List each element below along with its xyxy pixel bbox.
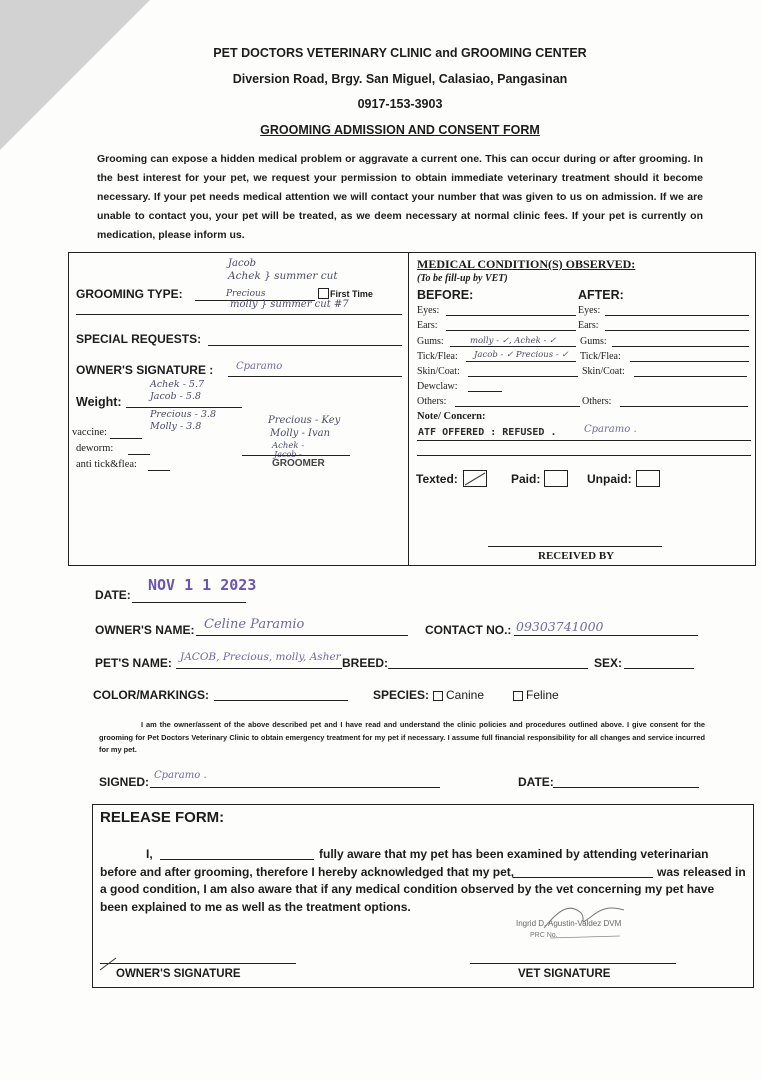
signed-hw: Cparamo . — [154, 770, 207, 781]
before-eyes-label: Eyes: — [417, 305, 440, 316]
deworm-line — [128, 454, 150, 455]
contact-hw: 09303741000 — [516, 619, 604, 634]
vaccine-label: vaccine: — [72, 427, 107, 438]
breed-line — [388, 668, 588, 669]
after-skin-line — [634, 376, 747, 377]
gums-hw: molly - ✓, Achek - ✓ — [470, 336, 557, 346]
special-requests-line — [208, 345, 402, 346]
after-others-line — [620, 406, 748, 407]
note-line-2 — [417, 455, 751, 456]
date-line — [132, 602, 246, 603]
weight-line — [126, 407, 242, 408]
before-gums-label: Gums: — [417, 336, 444, 347]
sex-line — [624, 668, 694, 669]
signed-label: SIGNED: — [99, 775, 150, 789]
feline-label: Feline — [526, 688, 559, 702]
release-text-4: a good condition, I am also aware that if any medical condition observed by the vet concerning my pet have — [100, 882, 715, 896]
after-gums-line — [612, 346, 749, 347]
after-label: AFTER: — [578, 288, 624, 302]
after-eyes-label: Eyes: — [578, 305, 601, 316]
intro-paragraph: Grooming can expose a hidden medical problem or aggravate a current one. This can occur during or after grooming. In the best interest for your pet, we request your permission to obtain immediate veterinary treatment should it become necessary. If your pet needs medical attention we will contact your number that was given to us on admission. If we are unable to contact you, your pet will be treated, as we deem necessary at normal clinic fees. If your pet is currently on medication, please inform us. — [97, 153, 703, 241]
after-gums-label: Gums: — [580, 336, 607, 347]
release-text-3: was released in — [657, 865, 746, 879]
vet-stamp-prc: PRC No. — [530, 932, 558, 939]
species-label: SPECIES: — [373, 688, 430, 702]
release-text-i: I, — [146, 847, 153, 861]
paid-label: Paid: — [511, 472, 541, 486]
grooming-hw-4: molly } summer cut #7 — [230, 299, 349, 310]
species-feline[interactable] — [510, 688, 559, 702]
release-text-2: before and after grooming, therefore I hereby acknowledged that my pet, — [100, 865, 515, 879]
date-stamp: NOV 1 1 2023 — [148, 576, 257, 594]
sex-label: SEX: — [594, 656, 623, 670]
texted-checkbox[interactable] — [463, 470, 487, 487]
groomer-line — [242, 455, 350, 456]
vet-sig-line — [470, 963, 676, 964]
color-markings-label: COLOR/MARKINGS: — [93, 688, 209, 702]
canine-label: Canine — [446, 688, 485, 702]
grooming-hw-2: Achek } summer cut — [228, 270, 338, 282]
antitick-label: anti tick&flea: — [76, 459, 137, 470]
groomer-hw-1: Precious - Key — [268, 415, 341, 426]
medical-subtitle: (To be fill-up by VET) — [417, 273, 508, 284]
paid-checkbox[interactable] — [544, 470, 568, 487]
clinic-phone: 0917-153-3903 — [357, 97, 443, 111]
deworm-label: deworm: — [76, 443, 114, 454]
pet-name-line — [176, 668, 342, 669]
note-label: Note/ Concern: — [417, 411, 486, 422]
owner-name-label: OWNER'S NAME: — [95, 623, 195, 637]
vet-signature-scribble — [540, 898, 630, 944]
breed-label: BREED: — [342, 656, 389, 670]
dewclaw-line — [468, 391, 502, 392]
weight-hw-1: Achek - 5.7 — [150, 379, 205, 390]
species-canine[interactable] — [430, 688, 484, 702]
pet-name-label: PET'S NAME: — [95, 656, 172, 670]
note-stamp: ATF OFFERED : REFUSED . — [418, 427, 557, 438]
after-ears-line — [605, 330, 749, 331]
owner-signature-hw: Cparamo — [236, 361, 283, 372]
texted-label: Texted: — [416, 472, 458, 486]
first-time-label: First Time — [330, 289, 373, 299]
note-line-1 — [417, 440, 751, 441]
release-title: RELEASE FORM: — [100, 809, 225, 826]
groomer-hw-4: Jacob - — [274, 450, 302, 459]
unpaid-label: Unpaid: — [587, 472, 632, 486]
grooming-hw-3: Precious — [226, 289, 266, 299]
before-others-label: Others: — [417, 396, 447, 407]
after-eyes-line — [605, 315, 749, 316]
after-tick-label: Tick/Flea: — [580, 351, 621, 362]
weight-hw-3: Precious - 3.8 — [150, 409, 216, 420]
owner-name-line — [196, 635, 408, 636]
before-tick-label: Tick/Flea: — [417, 351, 458, 362]
owner-sig-line — [100, 963, 296, 964]
vet-stamp-name: Ingrid D. Agustin-Valdez DVM — [516, 919, 622, 928]
special-requests-label: SPECIAL REQUESTS: — [76, 332, 202, 346]
grooming-hw-1: Jacob — [228, 258, 256, 269]
box-divider — [408, 252, 409, 565]
weight-hw-4: Molly - 3.8 — [150, 421, 202, 432]
before-skin-label: Skin/Coat: — [417, 366, 460, 377]
note-signature-hw: Cparamo . — [584, 424, 637, 435]
received-by-line — [488, 546, 662, 547]
owner-name-hw: Celine Paramio — [204, 617, 305, 632]
after-ears-label: Ears: — [578, 320, 599, 331]
tick-hw: Jacob - ✓ Precious - ✓ — [474, 350, 569, 360]
release-pet-line — [513, 877, 653, 878]
release-text-5: been explained to me as well as the treatment options. — [100, 900, 411, 914]
contact-label: CONTACT NO.: — [425, 623, 512, 637]
release-name-line — [160, 859, 314, 860]
weight-hw-2: Jacob - 5.8 — [150, 391, 201, 402]
after-others-label: Others: — [582, 396, 612, 407]
owner-signature-line — [228, 376, 402, 377]
check-mark-icon — [464, 471, 486, 486]
before-eyes-line — [446, 315, 576, 316]
feline-checkbox[interactable] — [513, 691, 523, 701]
color-markings-line — [214, 700, 348, 701]
release-text-1: fully aware that my pet has been examined by attending veterinarian — [319, 847, 709, 861]
vaccine-line — [110, 438, 142, 439]
signed-date-line — [553, 787, 699, 788]
after-skin-label: Skin/Coat: — [582, 366, 625, 377]
consent-paragraph: I am the owner/assent of the above described pet and I have read and understand the clinic policies and procedures outlined above. I give consent for the grooming for Pet Doctors Veterinary Clinic to obtain emergency treatment for my pet if necessary. I assume full financial responsibility for all changes and service incurred for my pet. — [99, 720, 705, 754]
before-label: BEFORE: — [417, 288, 474, 302]
grooming-type-line-2 — [76, 314, 402, 315]
owner-sig-label: OWNER'S SIGNATURE — [116, 968, 241, 980]
signed-line — [150, 787, 440, 788]
clinic-name: PET DOCTORS VETERINARY CLINIC and GROOMING CENTER — [213, 46, 587, 60]
form-title: GROOMING ADMISSION AND CONSENT FORM — [260, 123, 540, 137]
before-others-line — [455, 406, 580, 407]
signed-date-label: DATE: — [518, 775, 554, 789]
before-tick-line — [466, 361, 576, 362]
before-skin-line — [468, 376, 578, 377]
before-gums-line — [450, 346, 576, 347]
canine-checkbox[interactable] — [433, 691, 443, 701]
clinic-address: Diversion Road, Brgy. San Miguel, Calasiao, Pangasinan — [232, 72, 568, 86]
groomer-label: GROOMER — [272, 458, 325, 469]
date-label: DATE: — [95, 588, 131, 602]
owner-signature-label: OWNER'S SIGNATURE : — [76, 363, 214, 377]
before-ears-line — [446, 330, 576, 331]
before-ears-label: Ears: — [417, 320, 438, 331]
weight-label: Weight: — [76, 395, 122, 409]
groomer-hw-2: Molly - Ivan — [270, 428, 331, 439]
medical-title: MEDICAL CONDITION(S) OBSERVED: — [417, 257, 636, 271]
first-time-checkbox[interactable] — [318, 288, 329, 299]
after-tick-line — [630, 361, 749, 362]
release-form-box — [92, 804, 754, 988]
antitick-line — [148, 470, 170, 471]
vet-sig-label: VET SIGNATURE — [518, 968, 611, 980]
groomer-hw-3: Achek - — [272, 441, 305, 451]
unpaid-checkbox[interactable] — [636, 470, 660, 487]
dewclaw-label: Dewclaw: — [417, 381, 458, 392]
contact-line — [514, 635, 698, 636]
received-by-label: RECEIVED BY — [538, 550, 615, 562]
grooming-type-label: GROOMING TYPE: — [76, 287, 183, 301]
pet-name-hw: JACOB, Precious, molly, Asher — [180, 651, 341, 663]
